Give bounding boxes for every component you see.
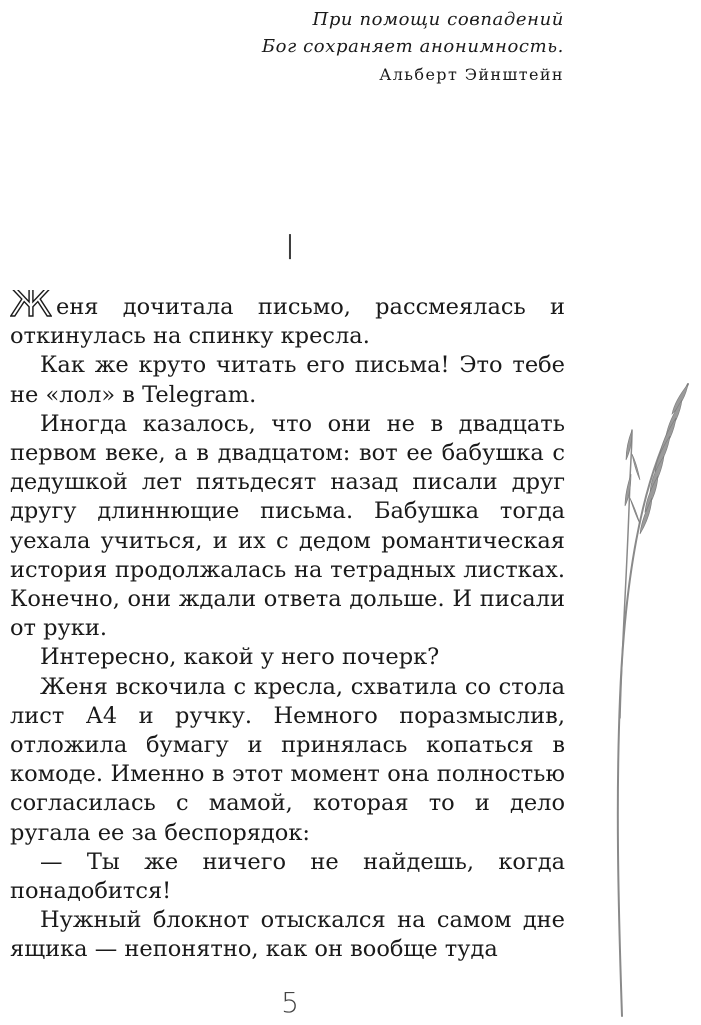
dropcap-letter-zhe [10, 290, 52, 318]
grass-spikelet [632, 454, 640, 480]
grass-spikelet [655, 436, 670, 472]
epigraph-line-2: Бог сохраняет анонимность. [261, 36, 564, 57]
paragraph-1 [10, 290, 565, 351]
epigraph-author: Альберт Эйнштейн [379, 65, 564, 84]
page-number [278, 986, 302, 1016]
grass-spikelet [630, 498, 640, 524]
paragraph-7: Нужный блокнот отыскался на самом дне ящика — непонятно, как он вообще туда [10, 907, 565, 963]
dropcap-text: Ж [10, 290, 52, 318]
paragraph-4: Интересно, какой у него почерк? [40, 644, 440, 671]
epigraph [144, 6, 564, 88]
paragraph-3: Иногда казалось, что они не в двадцать первом веке, а в двадцатом: вот ее бабушка с дедушкой лет пятьдесят назад писали друг другу длиннющие письма. Бабушка тогда уехала учиться, и их с дедом романтическая история продолжалась на тетрадных листках. Конечно, они ждали ответа дольше. И писали от руки. [10, 410, 565, 642]
paragraph-5: Женя вскочила с кресла, схватила со стола лист А4 и ручку. Немного поразмыслив, отложила бумагу и принялась копаться в комоде. Именно в этот момент она полностью согласилась с мамой, которая то и дело ругала ее за беспорядок: [10, 673, 565, 846]
chapter-number [270, 228, 310, 264]
paragraph-1-text: еня дочитала письмо, рассмеялась и откинулась на спинку кресла. [10, 294, 565, 350]
paragraph-6: — Ты же ничего не найдешь, когда понадобится! [10, 848, 565, 905]
grass-illustration [608, 378, 698, 1018]
chapter-body [10, 290, 565, 965]
page-number-text: 5 [281, 986, 299, 1016]
paragraph-2: Как же круто читать его письма! Это тебе не «лол» в Telegram. [10, 352, 565, 408]
grass-spikelet [625, 474, 631, 506]
chapter-number-text: I [284, 228, 296, 264]
epigraph-line-1: При помощи совпадений [312, 9, 564, 30]
